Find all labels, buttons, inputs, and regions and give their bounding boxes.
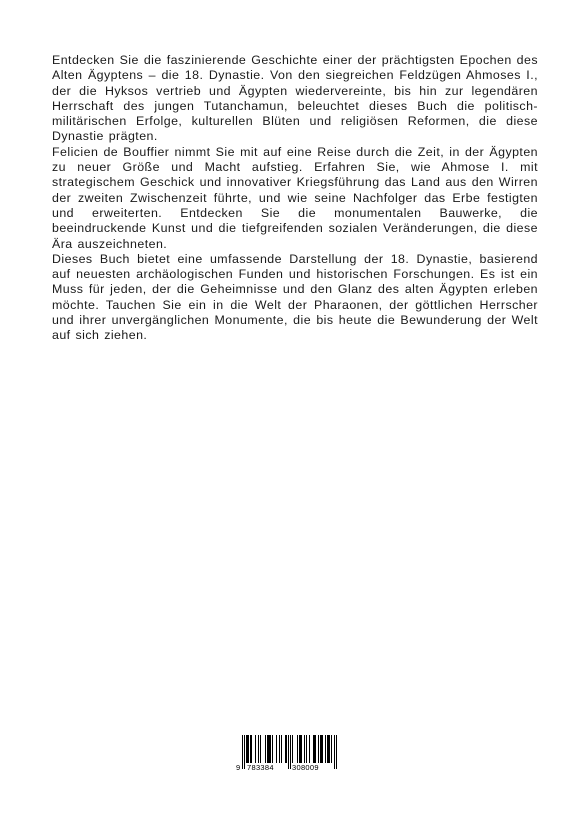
- barcode-bar: [309, 735, 310, 763]
- barcode-bar: [297, 735, 298, 763]
- blurb-paragraph-2: Felicien de Bouffier nimmt Sie mit auf eine Reise durch die Zeit, in der Ägypten zu neuer Größe und Macht aufstieg. Erfahren Sie, wie Ahmose I. mit strategischem Geschick und innovativer Kriegsführung das Land aus den Wirren der zweiten Zwischenzeit führte, und wie seine Nachfolger das Erbe festigten und erweiterten. Entdecken Sie die monumentalen Bauwerke, die beeindruckende Kunst und die tiefgreifenden sozialen Veränderungen, die diese Ära auszeichneten.: [52, 144, 538, 251]
- barcode-bar: [250, 735, 251, 763]
- blurb-paragraph-1: Entdecken Sie die faszinierende Geschichte einer der prächtigsten Epochen des Alten Ägyptens – die 18. Dynastie. Von den siegreichen Feldzügen Ahmoses I., der die Hyksos vertrieb und Ägypten wiedervereinte, bis hin zur legendären Herrschaft des jungen Tutanchamun, beleuchtet dieses Buch die politisch-militärischen Erfolge, kulturellen Blüten und religiösen Reformen, die diese Dynastie prägten.: [52, 53, 538, 144]
- barcode-bar: [267, 735, 268, 763]
- barcode-bar: [255, 735, 256, 763]
- barcode-bar: [272, 735, 273, 763]
- barcode-left-group: 783384: [247, 763, 274, 772]
- barcode-bar: [300, 735, 301, 763]
- barcode-bar: [321, 735, 322, 763]
- isbn-barcode: [235, 735, 340, 779]
- barcode-bar: [286, 735, 287, 763]
- barcode-bar: [265, 735, 266, 763]
- barcode-bar: [279, 735, 280, 763]
- barcode-bar: [301, 735, 302, 763]
- barcode-bar: [318, 735, 319, 763]
- barcode-bar: [325, 735, 326, 763]
- barcode-bar: [328, 735, 329, 763]
- barcode-bar: [251, 735, 252, 763]
- barcode-bar: [320, 735, 321, 763]
- barcode-bar: [292, 735, 293, 763]
- blurb-text: [52, 53, 538, 344]
- blurb-paragraph-3: Dieses Buch bietet eine umfassende Darstellung der 18. Dynastie, basierend auf neuesten archäologischen Funden und historischen Forschungen. Es ist ein Muss für jeden, der die Geheimnisse und den Glanz des alten Ägypten erleben möchte. Tauchen Sie ein in die Welt der Pharaonen, der göttlichen Herrscher und ihrer unvergänglichen Monumente, die bis heute die Bewunderung der Welt auf sich ziehen.: [52, 251, 538, 343]
- barcode-bar: [306, 735, 307, 763]
- barcode-bar: [299, 735, 300, 763]
- barcode-first-digit: 9: [236, 763, 241, 772]
- barcode-bar: [315, 735, 316, 763]
- barcode-bar: [313, 735, 314, 763]
- barcode-bar: [314, 735, 315, 763]
- barcode-digits: [235, 763, 340, 775]
- barcode-bar: [268, 735, 269, 763]
- barcode-bar: [329, 735, 330, 763]
- barcode-bar: [269, 735, 270, 763]
- barcode-bar: [248, 735, 249, 763]
- barcode-bar: [327, 735, 328, 763]
- barcode-bar: [246, 735, 247, 763]
- barcode-bar: [331, 735, 332, 763]
- barcode-bar: [270, 735, 271, 763]
- barcode-bar: [258, 735, 259, 763]
- barcode-bar: [276, 735, 277, 763]
- barcode-right-group: 308009: [292, 763, 319, 772]
- barcode-bar: [281, 735, 282, 763]
- barcode-bar: [304, 735, 305, 763]
- barcode-bar: [260, 735, 261, 763]
- barcode-bar: [247, 735, 248, 763]
- barcode-bar: [285, 735, 286, 763]
- barcode-bar: [322, 735, 323, 763]
